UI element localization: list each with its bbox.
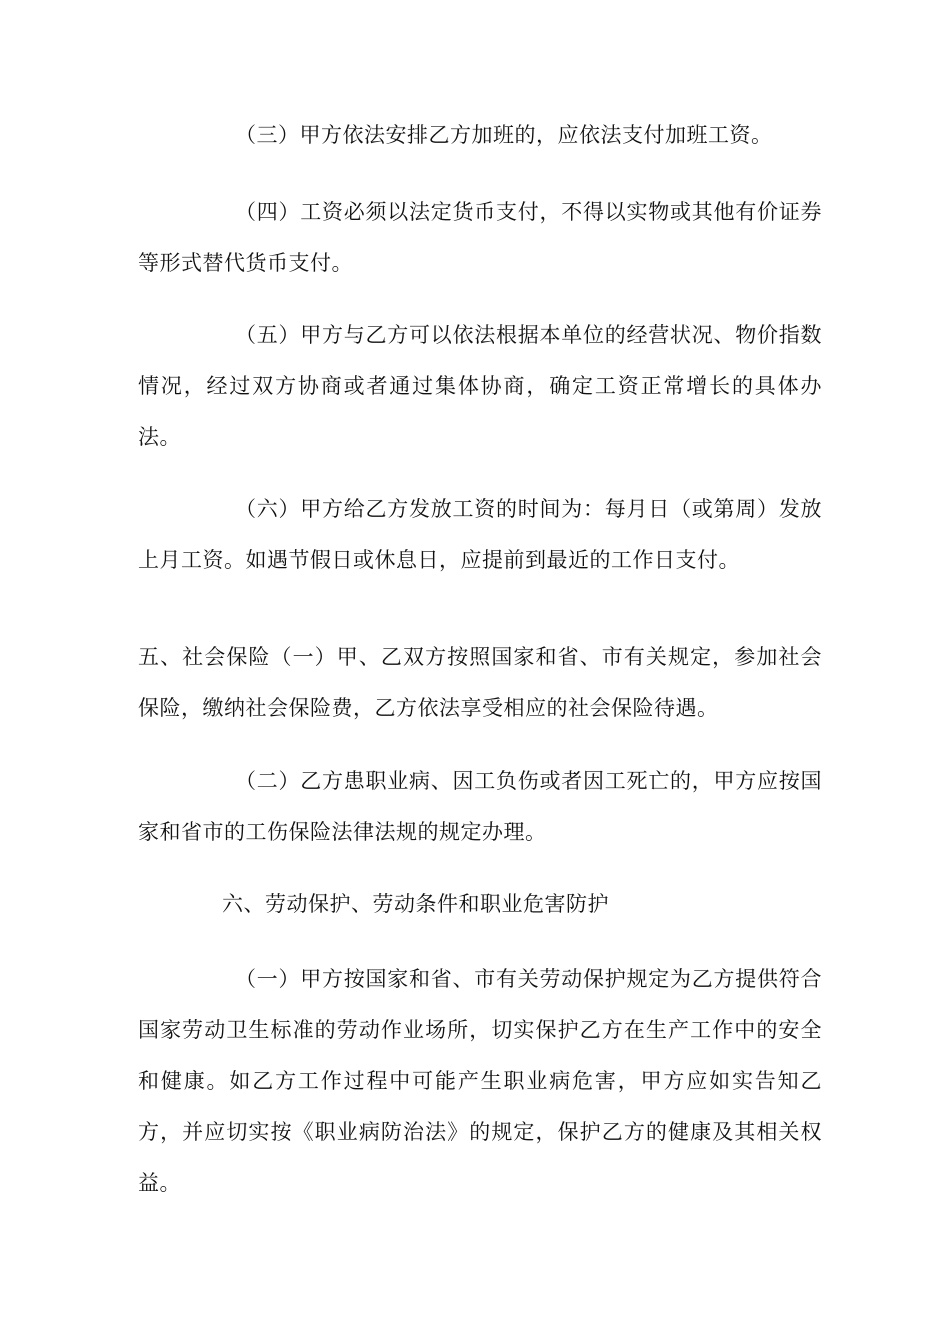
section-social-insurance: 五、社会保险（一）甲、乙双方按照国家和省、市有关规定，参加社会保险，缴纳社会保险费，乙方依法享受相应的社会保险待遇。 (138, 645, 822, 720)
paragraph-workplace-safety: （一）甲方按国家和省、市有关劳动保护规定为乙方提供符合国家劳动卫生标准的劳动作业场所，切实保护乙方在生产工作中的安全和健康。如乙方工作过程中可能产生职业病危害，甲方应如实告知乙方，并应切实按《职业病防治法》的规定，保护乙方的健康及其相关权益。 (138, 967, 822, 1195)
paragraph-currency-payment: （四）工资必须以法定货币支付，不得以实物或其他有价证券等形式替代货币支付。 (138, 200, 822, 275)
paragraph-pay-schedule: （六）甲方给乙方发放工资的时间为：每月日（或第周）发放上月工资。如遇节假日或休息日，应提前到最近的工作日支付。 (138, 497, 822, 572)
paragraph-wage-growth: （五）甲方与乙方可以依法根据本单位的经营状况、物价指数情况，经过双方协商或者通过集体协商，确定工资正常增长的具体办法。 (138, 323, 822, 449)
paragraph-occupational-injury: （二）乙方患职业病、因工负伤或者因工死亡的，甲方应按国家和省市的工伤保险法律法规的规定办理。 (138, 769, 822, 844)
section-labor-protection-heading: 六、劳动保护、劳动条件和职业危害防护 (222, 892, 609, 916)
paragraph-overtime-pay: （三）甲方依法安排乙方加班的，应依法支付加班工资。 (235, 123, 773, 147)
